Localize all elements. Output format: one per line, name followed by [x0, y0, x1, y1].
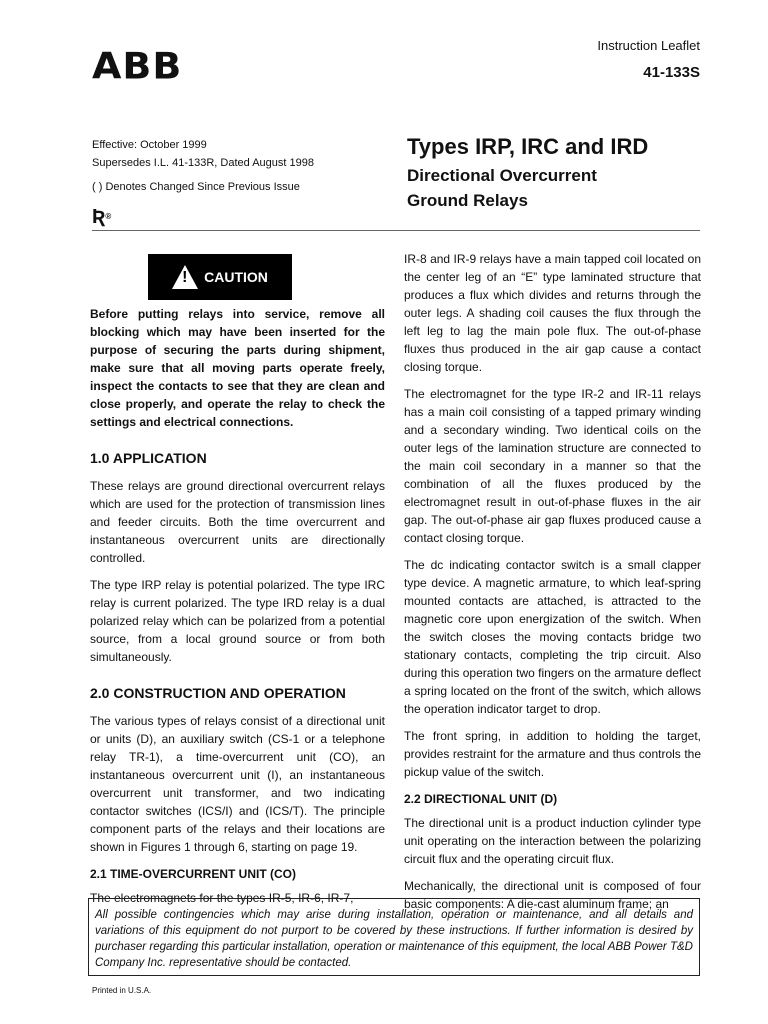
- heading-time-overcurrent: 2.1 TIME-OVERCURRENT UNIT (CO): [90, 867, 297, 881]
- document-title: Types IRP, IRC and IRD: [407, 134, 649, 159]
- disclaimer-box: All possible contingencies which may arise during installation, operation or maintenance, and all details and variations of this equipment do not purport to be covered by these instructions. If further information is desired by purchaser regarding this particular installation, operation or maintenance of this equipment, the local ABB Power T&D Company Inc. representative should be contacted.: [88, 898, 700, 976]
- right-paragraph-6: Mechanically, the directional unit is composed of four basic components: A die-cast aluminum frame; an: [404, 879, 701, 911]
- application-paragraph-1: These relays are ground directional overcurrent relays which are used for the protection of transmission lines and feeder circuits. Both the time overcurrent and instantaneous overcurrent units are directionally controlled.: [90, 479, 385, 565]
- printed-in-note: Printed in U.S.A.: [92, 986, 152, 995]
- ul-listed-icon: Ʀ®: [92, 206, 112, 228]
- heading-application: 1.0 APPLICATION: [90, 450, 207, 466]
- application-paragraph-2: The type IRP relay is potential polarized. The type IRC relay is current polarized. The type IRD relay is a dual polarized relay which can be polarized from a potential source, from a local ground source or from both simultaneously.: [90, 578, 385, 664]
- leaflet-label: Instruction Leaflet: [597, 38, 700, 53]
- document-number: 41-133S: [643, 64, 700, 81]
- construction-paragraph-1: The various types of relays consist of a directional unit or units (D), an auxiliary switch (CS-1 or a telephone relay TR-1), a time-overcurrent unit (CO), an instantaneous overcurrent unit (I), an instantaneous overcurrent unit transformer, and two indicating contactor switches (ICS/I) and (ICS/T). The principle component parts of the relays and their locations are shown in Figures 1 through 6, starting on page 19.: [90, 714, 385, 854]
- right-column: [404, 250, 701, 922]
- warning-icon: !: [172, 265, 198, 289]
- header-divider: [92, 230, 700, 231]
- effective-date: Effective: October 1999: [92, 139, 207, 151]
- right-paragraph-4: The front spring, in addition to holding the target, provides restraint for the armature and thus controls the pickup value of the switch.: [404, 729, 701, 779]
- right-paragraph-3: The dc indicating contactor switch is a small clapper type device. A magnetic armature, to which leaf-spring mounted contacts are attached, is attracted to the magnetic core upon energization of the switch. When the switch closes the moving contacts bridge two stationary contacts, completing the trip circuit. Also during this operation two fingers on the armature deflect a spring located on the front of the switch, which allows the operation indicator target to drop.: [404, 558, 701, 716]
- changed-note: ( ) Denotes Changed Since Previous Issue: [92, 181, 300, 193]
- left-column: [90, 305, 385, 916]
- abb-logo: ABB: [92, 45, 183, 87]
- ul-mark: Ʀ: [92, 206, 106, 228]
- caution-label: CAUTION: [204, 269, 268, 285]
- right-paragraph-5: The directional unit is a product induction cylinder type unit operating on the interaction between the polarizing circuit flux and the operating circuit flux.: [404, 816, 701, 866]
- right-paragraph-2: The electromagnet for the type IR-2 and IR-11 relays has a main coil consisting of a tapped primary winding and a secondary winding. Two identical coils on the outer legs of the lamination structure are connected to the main coil secondary in a manner so that the combination of all the fluxes produced by the electromagnet result in out-of-phase fluxes in the air gap. The out-of-phase air gap fluxes produced cause a contact closing torque.: [404, 387, 701, 545]
- heading-construction: 2.0 CONSTRUCTION AND OPERATION: [90, 685, 346, 701]
- time-overcurrent-paragraph: The electromagnets for the types IR-5, IR-6, IR-7,: [90, 891, 354, 905]
- heading-directional-unit: 2.2 DIRECTIONAL UNIT (D): [404, 792, 558, 806]
- supersedes-note: Supersedes I.L. 41-133R, Dated August 1998: [92, 157, 314, 169]
- caution-banner: [148, 254, 292, 300]
- document-subtitle-line2: Ground Relays: [407, 191, 528, 210]
- caution-text: Before putting relays into service, remove all blocking which may have been inserted for the purpose of securing the parts during shipment, make sure that all moving parts operate freely, inspect the contacts to see that they are clean and close properly, and operate the relay to check the settings and electrical connections.: [90, 307, 385, 429]
- document-subtitle-line1: Directional Overcurrent: [407, 166, 597, 185]
- right-paragraph-1: IR-8 and IR-9 relays have a main tapped coil located on the center leg of an “E” type laminated structure that produces a flux which divides and returns through the outer legs. A shading coil causes the flux through the left leg to lag the main pole flux. The out-of-phase fluxes thus produced in the air gap cause a contact closing torque.: [404, 252, 701, 374]
